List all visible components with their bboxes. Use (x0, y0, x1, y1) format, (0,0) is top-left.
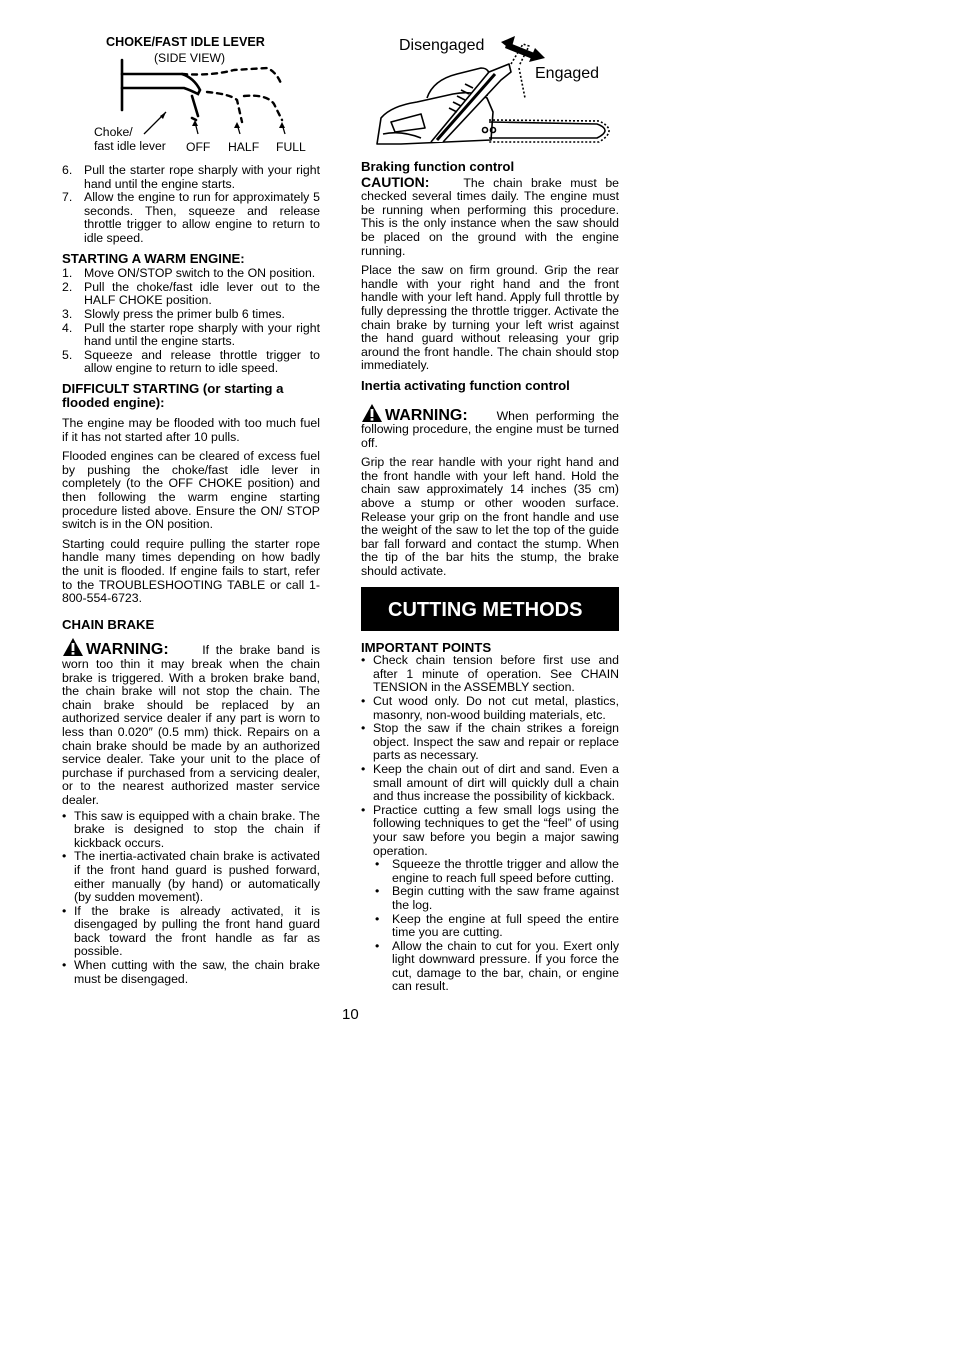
page-number: 10 (342, 1006, 359, 1023)
warning-triangle-icon (62, 637, 84, 657)
inertia-warning (361, 403, 619, 451)
sub-list-item: • Keep the engine at full speed the entire time you are cutting. (361, 913, 619, 940)
braking-caution (361, 173, 620, 259)
step-item: 3. Slowly press the primer bulb 6 times. (62, 306, 285, 321)
braking-control-heading: Braking function control (361, 159, 515, 174)
step-item: 4. Pull the starter rope sharply with your right hand until the engine starts. (62, 320, 320, 349)
right-column (361, 34, 619, 994)
step-item: 2. Pull the choke/fast idle lever out to the HALF CHOKE position. (62, 279, 320, 308)
chain-brake-warning-text: If the brake band is worn too thin it may break when the chain brake is triggered. With a broken brake band, the chain brake will not stop the chain. The chain brake should be replaced by an authorized service dealer if any part is worn to less than 0.020″ (0.5 mm) thick. Repairs on a chain brake should be made by an authorized service dealer. Take your unit to the place of purchase if purchased from a servicing dealer, or to the nearest authorized master service dealer. (62, 643, 320, 807)
warning-label: WARNING: (385, 406, 468, 424)
warning-triangle-icon (361, 403, 383, 423)
list-item: • Practice cutting a few small logs using the following techniques to get the “feel” of using your saw before you begin a major sawing operation. (361, 804, 619, 858)
sub-list-item: • Squeeze the throttle trigger and allow the engine to reach full speed before cutting. (361, 858, 619, 885)
important-points-heading: IMPORTANT POINTS (361, 639, 492, 655)
difficult-paragraph-3: Starting could require pulling the starter rope handle many times depending on how badly the unit is flooded. If engine fails to start, refer to the TROUBLESHOOTING TABLE or call 1-800-554-6723. (62, 536, 320, 606)
list-item: • Check chain tension before first use and after 1 minute of operation. See CHAIN TENSION in the ASSEMBLY section. (361, 654, 619, 695)
inertia-warning-text: When performing the following procedure, the engine must be turned off. (361, 408, 620, 450)
warm-start-heading: STARTING A WARM ENGINE: (62, 250, 245, 266)
chain-brake-figure (361, 34, 619, 158)
full-position-label: FULL (276, 140, 306, 154)
left-column (62, 34, 320, 986)
technique-sub-list (361, 858, 619, 994)
list-item: • This saw is equipped with a chain brake. The brake is designed to stop the chain if kickback occurs. (62, 810, 320, 851)
choke-figure-title: CHOKE/FAST IDLE LEVER (106, 35, 265, 49)
braking-caution-text: The chain brake must be checked several times daily. The engine must be running when performing this procedure. This is the only instance when the saw should be placed on the ground with the engine running. (361, 175, 620, 258)
list-item: • If the brake is already activated, it is disengaged by pulling the front hand guard back toward the front handle as far as possible. (62, 905, 320, 959)
step-item: 7. Allow the engine to run for approximately 5 seconds. Then, squeeze and release throttle trigger to allow engine to return to idle speed. (62, 190, 320, 245)
sub-list-item: • Allow the chain to cut for you. Exert only light downward pressure. If you force the cut, damage to the bar, chain, or engine can result. (361, 940, 619, 994)
chain-brake-warning (62, 637, 320, 807)
section-banner: CUTTING METHODS (361, 587, 619, 631)
list-item: • Keep the chain out of dirt and sand. Even a small amount of dirt will quickly dull a chain and thus increase the possibility of kickback. (361, 763, 619, 804)
caution-label: CAUTION: (361, 173, 430, 190)
step-item: 1. Move ON/STOP switch to the ON position. (62, 266, 316, 281)
step-item: 5. Squeeze and release throttle trigger to allow engine to return to idle speed. (62, 347, 320, 376)
warning-label: WARNING: (86, 641, 169, 659)
choke-figure-subtitle: (SIDE VIEW) (154, 51, 226, 65)
lever-label-line2: fast idle lever (94, 139, 166, 153)
half-position-label: HALF (228, 140, 260, 154)
difficult-starting-heading: DIFFICULT STARTING (or starting a flooded engine): (62, 380, 284, 410)
warm-start-steps (62, 267, 320, 376)
chain-brake-bullets (62, 810, 320, 987)
lever-label-line1: Choke/ (94, 125, 133, 139)
important-points-list (361, 654, 619, 858)
inertia-control-heading: Inertia activating function control (361, 377, 570, 393)
choke-lever-figure (62, 34, 320, 158)
step-item: 6. Pull the starter rope sharply with your right hand until the engine starts. (62, 163, 320, 191)
list-item: • Cut wood only. Do not cut metal, plastics, masonry, non-wood building materials, etc. (361, 695, 619, 722)
cold-start-steps-continued (62, 164, 320, 246)
off-position-label: OFF (186, 140, 211, 154)
difficult-paragraph-2: Flooded engines can be cleared of excess fuel by pushing the choke/fast idle lever in completely (to the OFF CHOKE position) and then following the warm engine starting procedure listed above. Ensure the ON/ STOP switch is in the ON position. (62, 449, 320, 532)
difficult-paragraph-1: The engine may be flooded with too much fuel if it has not started after 10 pulls. (62, 416, 320, 444)
disengaged-label: Disengaged (399, 37, 485, 54)
sub-list-item: • Begin cutting with the saw frame against the log. (361, 885, 619, 912)
chain-brake-heading: CHAIN BRAKE (62, 616, 155, 632)
braking-paragraph: Place the saw on firm ground. Grip the rear handle with your right hand and the front handle with your left hand. Apply full throttle by fully depressing the throttle trigger. Activate the chain brake by turning your left wrist against the hand guard without releasing your grip around the front handle. The chain should stop immediately. (361, 263, 619, 373)
inertia-paragraph: Grip the rear handle with your right hand and the front handle with your left hand. Hold the chain saw approximately 14 inches (35 cm) above a stump or other wooden surface. Release your grip on the front handle and use the weight of the saw to let the top of the guide bar fall forward and contact the stump. When the tip of the bar hits the stump, the brake should activate. (361, 455, 619, 579)
list-item: • When cutting with the saw, the chain brake must be disengaged. (62, 959, 320, 986)
list-item: • The inertia-activated chain brake is activated if the front hand guard is pushed forward, either manually (by hand) or automatically (by sudden movement). (62, 850, 320, 904)
list-item: • Stop the saw if the chain strikes a foreign object. Inspect the saw and repair or replace parts as necessary. (361, 722, 619, 763)
engaged-label: Engaged (535, 65, 600, 82)
